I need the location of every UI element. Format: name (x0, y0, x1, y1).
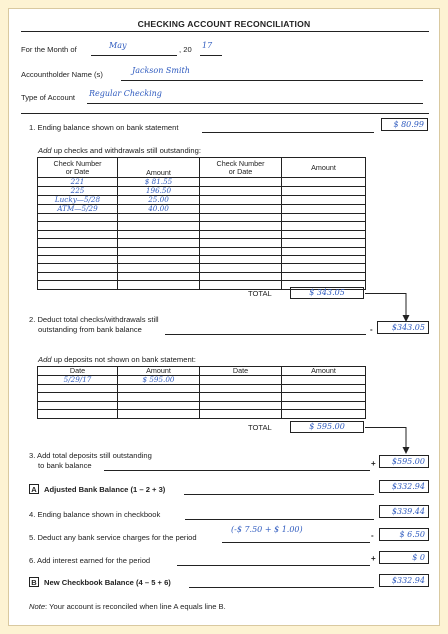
step5-note: (-$ 7.50 + $ 1.00) (231, 525, 303, 534)
title-rule (21, 31, 429, 32)
checks-col-ref-label: Check Number or Date (53, 158, 102, 176)
table-cell[interactable] (200, 410, 282, 418)
step3-leader (104, 470, 370, 471)
table-cell[interactable] (200, 214, 282, 222)
deposits-col-date-2 (200, 367, 282, 376)
table-cell[interactable] (118, 230, 200, 238)
checks-caption-text: up checks and withdrawals still outstanding: (51, 146, 201, 155)
table-cell[interactable] (118, 385, 200, 393)
line-b-value[interactable]: $332.94 (379, 574, 429, 587)
table-cell[interactable]: 225 (38, 187, 118, 196)
deposits-total-label: TOTAL (248, 423, 272, 432)
table-cell[interactable]: 25.00 (118, 196, 200, 205)
year-prefix: , 20 (179, 45, 192, 54)
step4-leader (185, 519, 374, 520)
table-cell[interactable] (282, 401, 366, 409)
footer-note (29, 602, 226, 611)
checks-col-amount-label: Amount (146, 168, 171, 177)
table-cell[interactable] (38, 281, 118, 289)
table-cell[interactable] (200, 205, 282, 214)
month-field[interactable]: May (109, 41, 127, 50)
table-cell[interactable] (38, 214, 118, 222)
table-cell[interactable] (38, 239, 118, 247)
month-label: For the Month of (21, 45, 77, 54)
table-cell[interactable] (200, 247, 282, 255)
type-field[interactable]: Regular Checking (89, 89, 162, 98)
table-cell[interactable] (282, 264, 366, 272)
table-cell[interactable] (282, 247, 366, 255)
table-cell[interactable] (282, 230, 366, 238)
table-cell[interactable] (118, 393, 200, 401)
table-cell[interactable] (200, 187, 282, 196)
deposits-col-date-2-label: Date (232, 366, 249, 375)
month-underline (91, 55, 177, 56)
table-cell[interactable] (200, 255, 282, 263)
checks-caption (38, 146, 201, 155)
line-a-label: Adjusted Bank Balance (1 – 2 + 3) (44, 485, 166, 494)
step1-label: 1. Ending balance shown on bank statement (29, 123, 179, 132)
step5-leader (222, 542, 370, 543)
footer-note-emphasis: Note (29, 602, 46, 611)
table-cell[interactable] (200, 196, 282, 205)
deposits-caption (38, 355, 196, 364)
deposit-row (38, 385, 366, 393)
table-cell[interactable] (38, 272, 118, 280)
table-cell[interactable] (118, 222, 200, 230)
step2-label-2: outstanding from bank balance (38, 325, 142, 334)
deposits-total-value[interactable]: $ 595.00 (290, 421, 364, 433)
table-cell[interactable] (118, 264, 200, 272)
table-cell[interactable] (38, 401, 118, 409)
check-row (38, 272, 366, 280)
arrow-down-icon (401, 293, 411, 323)
table-cell[interactable] (282, 187, 366, 196)
deposits-col-amount (118, 367, 200, 376)
step3-label-2: to bank balance (38, 461, 92, 470)
check-row (38, 239, 366, 247)
table-cell[interactable] (282, 393, 366, 401)
deposits-caption-text: up deposits not shown on bank statement: (51, 355, 196, 364)
table-cell[interactable] (282, 376, 366, 385)
table-cell[interactable]: 40.00 (118, 205, 200, 214)
checks-caption-emphasis: Add (38, 146, 52, 155)
checks-col-amount-2-label: Amount (311, 162, 336, 172)
table-cell[interactable] (282, 196, 366, 205)
deposits-caption-emphasis: Add (38, 355, 52, 364)
plus-sign: + (371, 459, 376, 468)
checks-col-ref-2 (200, 158, 282, 178)
line-a-value[interactable]: $332.94 (379, 480, 429, 493)
deposit-row (38, 393, 366, 401)
table-cell[interactable] (118, 401, 200, 409)
table-cell[interactable]: ATM—5/29 (38, 205, 118, 214)
step5-value[interactable]: $ 6.50 (379, 528, 429, 541)
table-cell[interactable] (118, 247, 200, 255)
check-row (38, 230, 366, 238)
deposits-col-date-label: Date (69, 366, 86, 375)
checks-table (37, 157, 366, 290)
check-row (38, 264, 366, 272)
table-cell[interactable] (200, 393, 282, 401)
table-cell[interactable] (200, 264, 282, 272)
table-cell[interactable] (282, 178, 366, 187)
line-a-leader (184, 494, 374, 495)
header-rule (21, 113, 429, 114)
table-cell[interactable] (38, 255, 118, 263)
table-cell[interactable] (282, 205, 366, 214)
type-label: Type of Account (21, 93, 76, 102)
checks-total-label: TOTAL (248, 289, 272, 298)
table-cell[interactable]: 5/29/17 (38, 376, 118, 385)
table-cell[interactable] (282, 272, 366, 280)
check-row (38, 255, 366, 263)
deposits-table (37, 366, 366, 419)
table-cell[interactable] (282, 222, 366, 230)
table-cell[interactable] (38, 410, 118, 418)
table-cell[interactable] (38, 385, 118, 393)
step2-label-1: 2. Deduct total checks/withdrawals still (29, 315, 159, 324)
table-cell[interactable] (282, 385, 366, 393)
table-cell[interactable]: 196.50 (118, 187, 200, 196)
step5-label: 5. Deduct any bank service charges for the period (29, 533, 197, 542)
line-b-marker: B (29, 577, 39, 587)
holder-label: Accountholder Name (s) (21, 70, 103, 79)
table-cell[interactable] (200, 239, 282, 247)
year-field[interactable]: 17 (202, 41, 213, 50)
check-row (38, 205, 366, 214)
checks-arrow-h (365, 293, 406, 294)
deposits-col-amount-label: Amount (146, 366, 171, 375)
check-row (38, 178, 366, 187)
step6-label: 6. Add interest earned for the period (29, 556, 151, 565)
table-cell[interactable] (38, 230, 118, 238)
table-cell[interactable] (118, 281, 200, 289)
table-cell[interactable] (118, 255, 200, 263)
table-cell[interactable] (38, 264, 118, 272)
table-cell[interactable] (38, 393, 118, 401)
arrow-down-icon (401, 427, 411, 455)
minus-sign: - (371, 531, 374, 540)
table-cell[interactable] (118, 214, 200, 222)
table-cell[interactable] (200, 376, 282, 385)
step4-value[interactable]: $339.44 (379, 505, 429, 518)
form-title: CHECKING ACCOUNT RECONCILIATION (137, 19, 311, 29)
deposits-arrow-h (365, 427, 406, 428)
minus-sign: - (370, 325, 373, 334)
table-cell[interactable] (200, 385, 282, 393)
table-cell[interactable]: $ 81.55 (118, 178, 200, 187)
check-row (38, 214, 366, 222)
step6-leader (177, 565, 370, 566)
type-underline (87, 103, 423, 104)
reconciliation-form (8, 8, 440, 626)
table-cell[interactable] (38, 222, 118, 230)
step3-label-1: 3. Add total deposits still outstanding (29, 451, 152, 460)
table-cell[interactable] (38, 247, 118, 255)
step1-value[interactable]: $ 80.99 (381, 118, 428, 131)
checks-col-amount (118, 158, 200, 178)
step2-value[interactable]: $343.05 (377, 321, 429, 334)
table-cell[interactable] (282, 255, 366, 263)
step4-label: 4. Ending balance shown in checkbook (29, 510, 161, 519)
footer-note-text: : Your account is reconciled when line A equals line B. (45, 602, 226, 611)
step1-leader (202, 132, 374, 133)
table-cell[interactable] (200, 222, 282, 230)
line-b-label: New Checkbook Balance (4 – 5 + 6) (44, 578, 171, 587)
deposits-col-date (38, 367, 118, 376)
table-cell[interactable]: $ 595.00 (118, 376, 200, 385)
table-cell[interactable] (200, 178, 282, 187)
deposit-row (38, 401, 366, 409)
table-cell[interactable] (200, 272, 282, 280)
table-cell[interactable] (200, 401, 282, 409)
table-cell[interactable] (282, 214, 366, 222)
deposit-row (38, 376, 366, 385)
table-cell[interactable] (118, 410, 200, 418)
line-a-marker: A (29, 484, 39, 494)
holder-underline (121, 80, 423, 81)
deposits-col-amount-2 (282, 367, 366, 376)
checks-col-amount-2 (282, 158, 366, 178)
year-underline (200, 55, 222, 56)
deposit-row (38, 410, 366, 418)
check-row (38, 222, 366, 230)
checks-col-ref (38, 158, 118, 178)
table-cell[interactable]: Lucky—5/28 (38, 196, 118, 205)
check-row (38, 247, 366, 255)
checks-col-ref-2-label: Check Number or Date (216, 158, 265, 176)
step3-value[interactable]: $595.00 (379, 455, 429, 468)
check-row (38, 187, 366, 196)
line-b-leader (189, 587, 374, 588)
checks-total-value[interactable]: $ 343.05 (290, 287, 364, 299)
table-cell[interactable] (200, 230, 282, 238)
table-cell[interactable] (200, 281, 282, 289)
table-cell[interactable] (118, 239, 200, 247)
holder-field[interactable]: Jackson Smith (132, 66, 190, 75)
table-cell[interactable] (282, 239, 366, 247)
table-cell[interactable] (118, 272, 200, 280)
table-cell[interactable] (282, 410, 366, 418)
plus-sign: + (371, 554, 376, 563)
deposits-col-amount-2-label: Amount (311, 366, 336, 375)
table-cell[interactable]: 221 (38, 178, 118, 187)
step2-leader (165, 334, 366, 335)
step6-value[interactable]: $ 0 (379, 551, 429, 564)
check-row (38, 196, 366, 205)
